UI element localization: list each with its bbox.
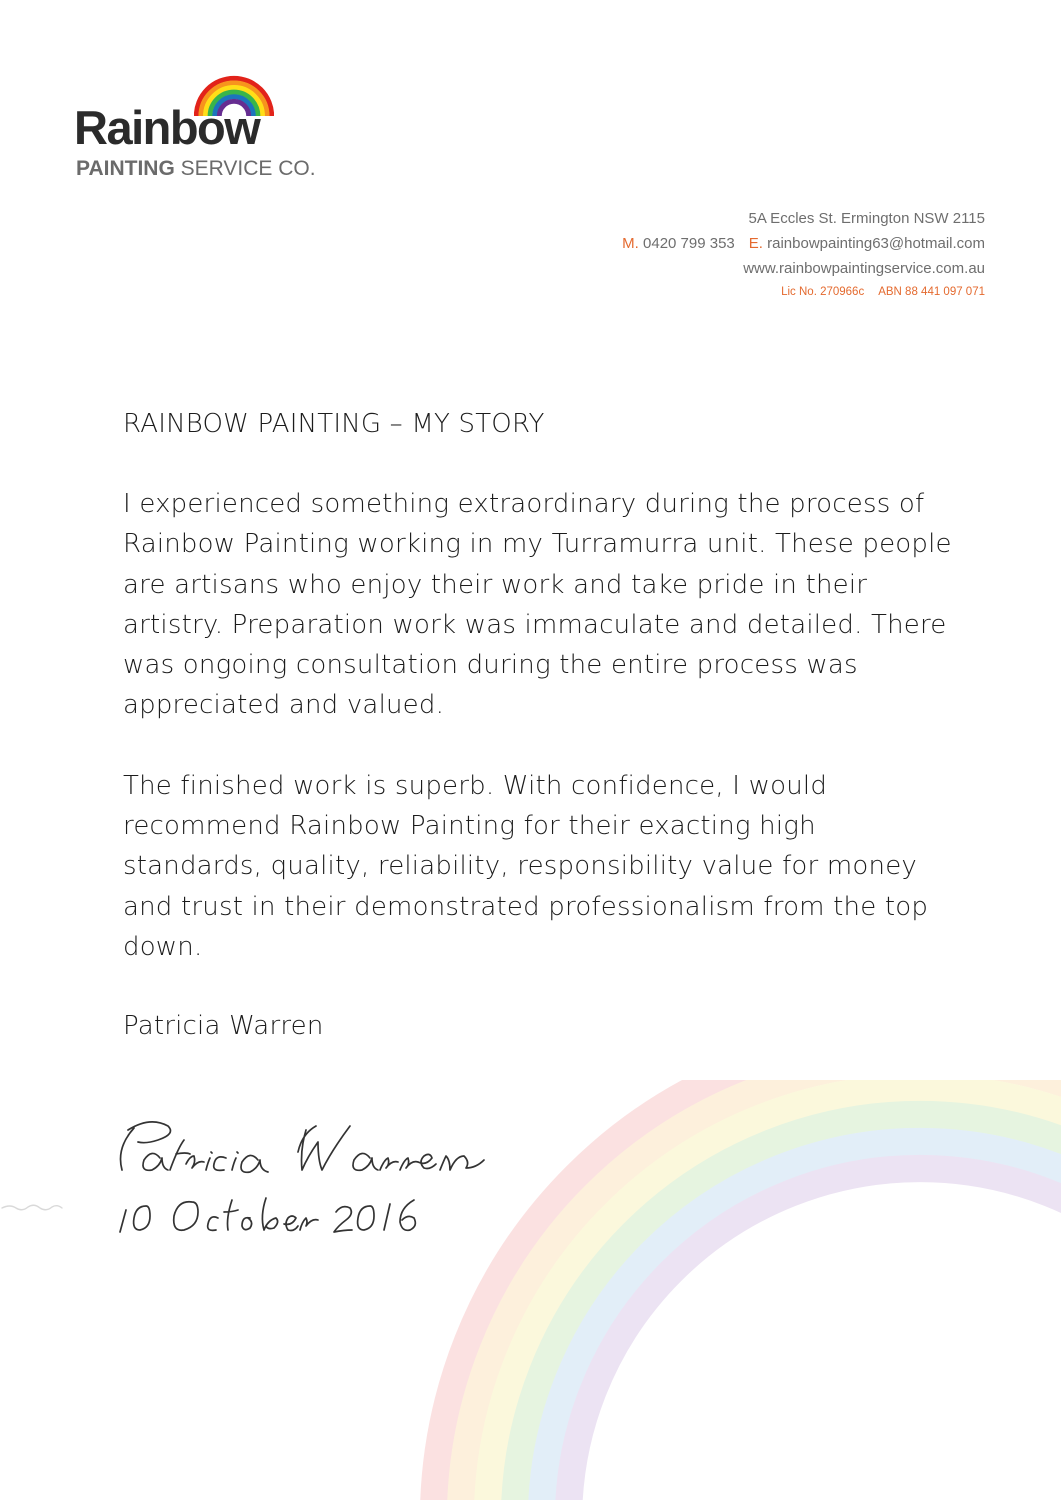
contact-phone-email [622, 231, 985, 256]
mobile-label: M. [622, 235, 639, 252]
rainbow-arc-band [515, 1115, 1061, 1500]
email-label: E. [748, 235, 763, 252]
letter-title: RAINBOW PAINTING – MY STORY [123, 409, 545, 439]
rainbow-arc-band [569, 1169, 1061, 1500]
letter-body [123, 404, 963, 1046]
email-address: rainbowpainting63@hotmail.com [767, 235, 985, 252]
abn-number: ABN 88 441 097 071 [878, 286, 985, 298]
company-logo [74, 74, 334, 184]
brand-tagline-rest: SERVICE CO. [174, 157, 316, 180]
rainbow-arc-band [542, 1142, 1061, 1500]
contact-details [622, 206, 985, 303]
contact-address: 5A Eccles St. Ermington NSW 2115 [748, 210, 985, 227]
mobile-number: 0420 799 353 [643, 235, 735, 252]
handwritten-signature [0, 1100, 560, 1240]
licence-number: Lic No. 270966c [781, 286, 865, 298]
contact-website: www.rainbowpaintingservice.com.au [743, 260, 985, 277]
brand-name: Rainbow [74, 101, 260, 154]
letter-author: Patricia Warren [123, 1011, 324, 1042]
brand-tagline-strong: PAINTING [76, 157, 175, 180]
rainbow-arc-band [488, 1088, 1061, 1500]
brand-tagline [76, 158, 316, 179]
letter-paragraph-2: The finished work is superb. With confidence, I would recommend Rainbow Painting for their exacting high standards, quality, reliability, responsibility value for money and trust in their demonstrated professionalism from the top down. [123, 770, 929, 962]
letter-paragraph-1: I experienced something extraordinary during the process of Rainbow Painting working in my Turramurra unit. These people are artisans who enjoy their work and take pride in their artistry. Preparation work was immaculate and detailed. There was ongoing consultation during the entire process was appreciated and valued. [123, 489, 952, 721]
licence-abn [622, 281, 985, 303]
